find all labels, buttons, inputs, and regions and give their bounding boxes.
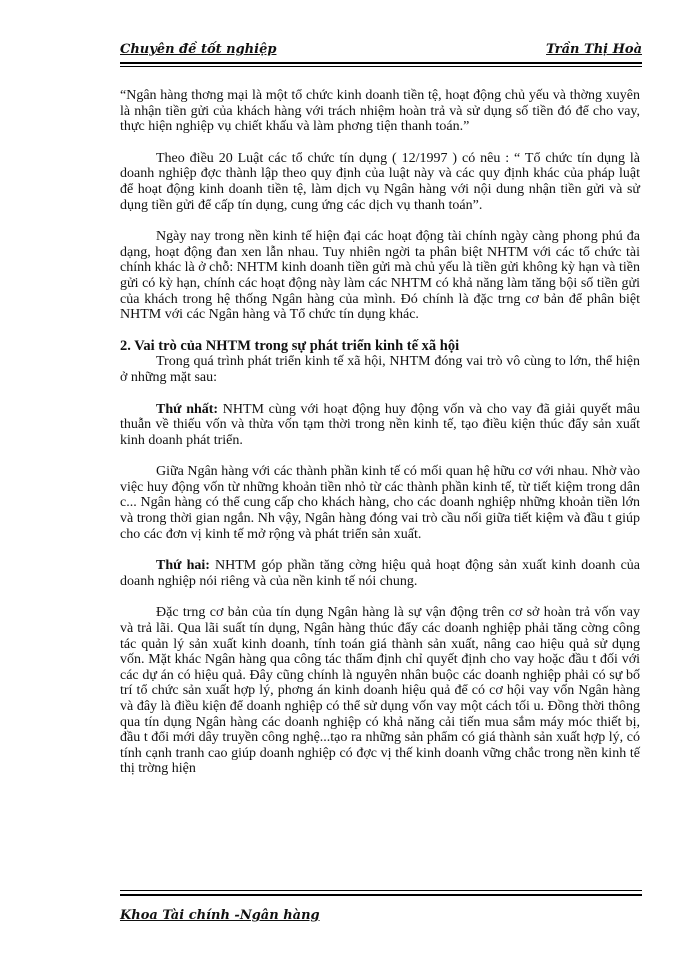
- paragraph-first-role: [120, 402, 640, 449]
- paragraph-distinction: Ngày nay trong nền kinh tế hiện đại các hoạt động tài chính ngày càng phong phú đa dạng, hoạt động đan xen lẫn nhau. Tuy nhiên ngời ta phân biệt NHTM với các tổ chức tài chính khác là ở chỗ: NHTM kinh doanh tiền gửi mà chủ yếu là tiền gửi không kỳ hạn và tiền gửi có kỳ hạn, chính các hoạt động này làm các NHTM có khả năng làm tăng bội số tiền gửi của khách trong hệ thống Ngân hàng của mình. Đó chính là đặc trng cơ bản để phân biệt NHTM với các Ngân hàng và Tổ chức tín dụng khác.: [120, 229, 640, 323]
- footer-rule-thick: [120, 894, 642, 896]
- header-author-name: Trần Thị Hoà: [546, 42, 642, 57]
- section-heading: 2. Vai trò của NHTM trong sự phát triển kinh tế xã hội: [120, 337, 460, 354]
- header-rule-thick: [120, 62, 642, 64]
- header-rule-thin: [120, 66, 642, 67]
- header-document-title: Chuyên đề tốt nghiệp: [120, 42, 277, 57]
- second-role-text: NHTM góp phần tăng cờng hiệu quả hoạt động sản xuất kinh doanh của doanh nghiệp nói riêng và của nền kinh tế nói chung.: [120, 558, 640, 589]
- footer-rule-thin: [120, 890, 642, 891]
- first-role-lead: Thứ nhất:: [156, 401, 219, 417]
- first-role-text: NHTM cùng với hoạt động huy động vốn và cho vay đã giải quyết mâu thuẫn về thiếu vốn và thừa vốn tạm thời trong nền kinh tế, tạo điều kiện thúc đẩy sản xuất kinh doanh phát triển.: [120, 401, 640, 448]
- paragraph-law-article-20: Theo điều 20 Luật các tổ chức tín dụng ( 12/1997 ) có nêu : “ Tổ chức tín dụng là doanh nghiệp đợc thành lập theo quy định của luật này và các quy định khác của pháp luật để hoạt động kinh doanh tiền tệ, làm dịch vụ Ngân hàng với nội dung nhận tiền gửi và sử dụng tiền gửi để cấp tín dụng, cung ứng các dịch vụ thanh toán”.: [120, 150, 640, 213]
- document-body: [120, 88, 640, 793]
- paragraph-bank-bridge: Giữa Ngân hàng với các thành phần kinh tế có mối quan hệ hữu cơ với nhau. Nhờ vào việc huy động vốn từ những khoản tiền nhỏ từ các thành phần kinh tế, từ tiết kiệm trong dân c... Ngân hàng có thể cung cấp cho khách hàng, cho các doanh nghiệp những khoản tiền lớn và trong thời gian ngắn. Nh vậy, Ngân hàng đóng vai trò cầu nối giữa tiết kiệm và đầu t giúp cho các đơn vị kinh tế mở rộng và phát triển sản xuất.: [120, 464, 640, 542]
- paragraph-credit-characteristics: Đặc trng cơ bản của tín dụng Ngân hàng là sự vận động trên cơ sở hoàn trả vốn vay và trả lãi. Qua lãi suất tín dụng, Ngân hàng thúc đẩy các doanh nghiệp phải tăng cờng công tác quản lý sản xuất kinh doanh, tính toán giá thành sản xuất, nâng cao hiệu quả sử dụng vốn. Mặt khác Ngân hàng qua công tác thẩm định chỉ quyết định cho vay hoặc đầu t đối với các dự án có hiệu quả. Đây cũng chính là nguyên nhân buộc các doanh nghiệp phải có sự bố trí tổ chức sản xuất hợp lý, phơng án kinh doanh hiệu quả để có cơ hội vay vốn Ngân hàng và đây là điều kiện để doanh nghiệp có thể sử dụng vốn vay một cách tối u. Đồng thời thông qua tín dụng Ngân hàng các doanh nghiệp có khả năng cải tiến mua sắm máy móc thiết bị, đầu t đổi mới dây truyền công nghệ...tạo ra những sản phẩm có giá thành sản xuất hợp lý, có tính cạnh tranh cao giúp doanh nghiệp có đợc vị thế kinh doanh vững chắc trong nền kinh tế thị trờng hiện: [120, 605, 640, 777]
- paragraph-role-intro: Trong quá trình phát triển kinh tế xã hội, NHTM đóng vai trò vô cùng to lớn, thể hiện ở những mặt sau:: [120, 354, 640, 385]
- paragraph-definition-nhtm: “Ngân hàng thơng mại là một tổ chức kinh doanh tiền tệ, hoạt động chủ yếu và thờng xuyên là nhận tiền gửi của khách hàng với trách nhiệm hoàn trả và sử dụng số tiền đó để cho vay, thực hiện nghiệp vụ chiết khấu và làm phơng tiện thanh toán.”: [120, 88, 640, 135]
- paragraph-second-role: [120, 558, 640, 589]
- page-header: [120, 38, 642, 60]
- page-footer: Khoa Tài chính -Ngân hàng: [120, 908, 320, 923]
- second-role-lead: Thứ hai:: [156, 558, 210, 574]
